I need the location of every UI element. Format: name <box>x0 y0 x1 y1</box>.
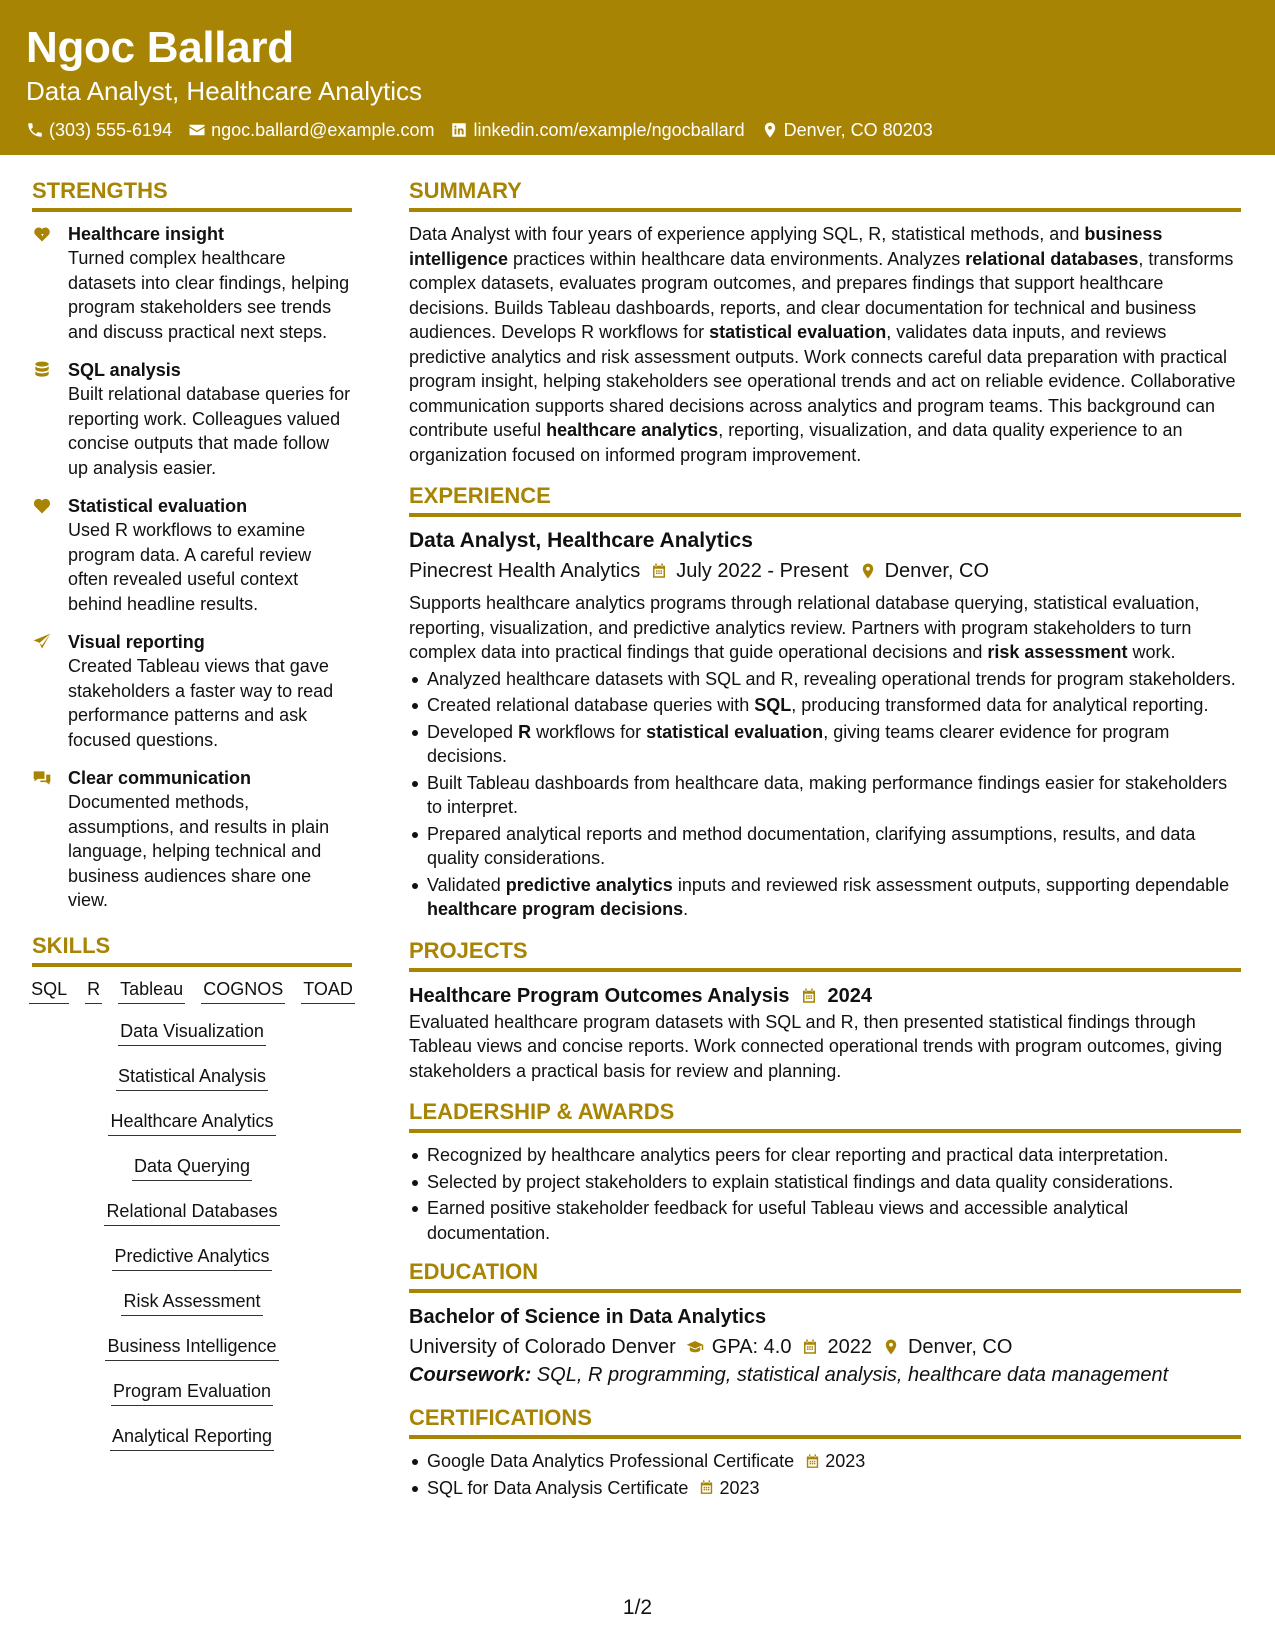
strength-item <box>32 222 352 344</box>
leadership-heading: LEADERSHIP & AWARDS <box>409 1097 1241 1133</box>
map-marker-icon <box>859 562 877 580</box>
strength-desc: Documented methods, assumptions, and results in plain language, helping technical and business audiences share one view. <box>68 792 330 910</box>
certification-name: SQL for Data Analysis Certificate <box>427 1477 689 1498</box>
job-meta <box>409 557 1241 585</box>
certifications-heading: CERTIFICATIONS <box>409 1403 1241 1439</box>
skill-tag: R <box>85 977 102 1004</box>
paper-plane-icon <box>32 632 52 652</box>
project-title <box>409 982 1241 1010</box>
calendar-icon <box>698 1479 715 1496</box>
leadership-item: Earned positive stakeholder feedback for useful Tableau views and accessible analytical documentation. <box>409 1196 1241 1245</box>
skill-tag: Analytical Reporting <box>110 1424 274 1451</box>
contact-linkedin[interactable] <box>450 118 744 142</box>
bold-text: business intelligence <box>409 224 1163 269</box>
skill-tag: Tableau <box>118 977 185 1004</box>
job-bullet <box>409 771 1241 820</box>
map-marker-icon <box>882 1338 900 1356</box>
text-run: Analyzed healthcare datasets with SQL and R, revealing operational trends for program stakeholders. <box>427 668 1236 689</box>
strengths-heading: STRENGTHS <box>32 176 352 212</box>
calendar-icon <box>800 987 818 1005</box>
text-run: Built Tableau dashboards from healthcare data, making performance findings easier for stakeholders to interpret. <box>427 772 1228 817</box>
leadership-list <box>409 1143 1241 1245</box>
education-heading: EDUCATION <box>409 1257 1241 1293</box>
education-meta <box>409 1333 1241 1361</box>
projects-heading: PROJECTS <box>409 936 1241 972</box>
leadership-item: Recognized by healthcare analytics peers for clear reporting and practical data interpretation. <box>409 1143 1241 1168</box>
bold-text: statistical evaluation <box>709 322 887 342</box>
strength-item <box>32 766 352 913</box>
text-run: Developed <box>427 721 519 742</box>
graduation-cap-icon <box>686 1338 704 1356</box>
bold-text: predictive analytics <box>505 874 673 895</box>
graduation-year: 2022 <box>827 1336 872 1358</box>
contact-list <box>26 118 1275 142</box>
bold-text: SQL <box>754 695 792 715</box>
left-column <box>32 176 352 1469</box>
summary-heading: SUMMARY <box>409 176 1241 212</box>
coursework-label: Coursework: <box>409 1364 532 1386</box>
skill-tag: TOAD <box>301 977 355 1004</box>
job-bullets <box>409 667 1241 922</box>
text-run: practices within healthcare data environments. Analyzes <box>508 248 966 269</box>
school-name: University of Colorado Denver <box>409 1336 676 1358</box>
certification-item <box>409 1449 1241 1474</box>
experience-heading: EXPERIENCE <box>409 481 1241 517</box>
map-marker-icon <box>761 121 779 139</box>
email-link[interactable]: ngoc.ballard@example.com <box>211 120 435 140</box>
skill-tag: SQL <box>29 977 69 1004</box>
summary-text <box>409 222 1241 467</box>
bold-text: healthcare analytics <box>546 420 719 440</box>
company-name: Pinecrest Health Analytics <box>409 560 641 582</box>
text-run: . <box>683 899 689 919</box>
page-number: 1/2 <box>622 1596 653 1619</box>
text-run: , producing transformed data for analytical reporting. <box>791 695 1209 715</box>
text-run: Created relational database queries with <box>427 695 755 715</box>
skills-column <box>32 1019 352 1469</box>
linkedin-link[interactable]: linkedin.com/example/ngocballard <box>473 120 745 140</box>
contact-email[interactable] <box>188 118 434 142</box>
strength-item <box>32 358 352 480</box>
skill-tag: Statistical Analysis <box>116 1064 268 1091</box>
candidate-role: Data Analyst, Healthcare Analytics <box>26 76 422 106</box>
skill-tag: Predictive Analytics <box>112 1244 271 1271</box>
skill-tag: Data Visualization <box>118 1019 266 1046</box>
right-column <box>409 176 1241 1502</box>
text-run: Prepared analytical reports and method documentation, clarifying assumptions, results, and data quality considerations. <box>427 823 1196 868</box>
envelope-icon <box>188 121 206 139</box>
job-bullet <box>409 873 1241 922</box>
bold-text: risk assessment <box>987 642 1128 662</box>
calendar-icon <box>650 562 668 580</box>
strength-title: SQL analysis <box>68 360 181 380</box>
job-bullet <box>409 667 1241 692</box>
skill-tag: Program Evaluation <box>111 1379 273 1406</box>
strength-title: Statistical evaluation <box>68 496 248 516</box>
bold-text: relational databases <box>965 248 1139 269</box>
phone-icon <box>26 121 44 139</box>
strength-desc: Turned complex healthcare datasets into clear findings, helping program stakeholders see trends and discuss practical next steps. <box>68 248 350 342</box>
job-intro <box>409 591 1241 665</box>
linkedin-icon <box>450 121 468 139</box>
phone-text: (303) 555-6194 <box>49 120 173 140</box>
skill-tag: Risk Assessment <box>121 1289 262 1316</box>
skill-tag: Business Intelligence <box>105 1334 278 1361</box>
text-run: work. <box>1127 642 1176 662</box>
skill-tag: Relational Databases <box>104 1199 279 1226</box>
project-year: 2024 <box>827 984 873 1007</box>
comments-icon <box>32 768 52 788</box>
text-run: , transforms complex datasets, evaluates program outcomes, and prepares findings that support healthcare decisions. Builds Tableau dashboards, reports, and clear documentation for technical and business audiences. Develops R workflows for <box>409 248 1234 342</box>
gpa: GPA: 4.0 <box>711 1336 792 1358</box>
calendar-icon <box>801 1338 819 1356</box>
degree-name: Bachelor of Science in Data Analytics <box>409 1306 767 1328</box>
text-run: , giving teams clearer evidence for program decisions. <box>427 721 1170 766</box>
certifications-list <box>409 1449 1241 1500</box>
job-bullet <box>409 822 1241 871</box>
strength-desc: Used R workflows to examine program data. A careful review often revealed useful context behind headline results. <box>68 520 312 614</box>
job-location: Denver, CO <box>884 560 990 582</box>
calendar-icon <box>804 1453 821 1470</box>
job-title: Data Analyst, Healthcare Analytics <box>409 529 753 552</box>
text-run: Validated <box>427 874 506 895</box>
skills-list <box>32 977 352 1469</box>
strength-item <box>32 494 352 616</box>
strength-desc: Created Tableau views that gave stakeholders a faster way to read performance patterns and ask focused questions. <box>68 656 334 750</box>
strength-title: Healthcare insight <box>68 224 225 244</box>
bold-text: statistical evaluation <box>646 721 824 742</box>
school-location: Denver, CO <box>907 1336 1013 1358</box>
leadership-item: Selected by project stakeholders to explain statistical findings and data quality considerations. <box>409 1170 1241 1195</box>
heartbeat-icon <box>32 224 52 244</box>
contact-location <box>761 118 933 142</box>
certification-item <box>409 1476 1241 1501</box>
coursework <box>409 1361 1241 1389</box>
skill-tag: Data Querying <box>132 1154 252 1181</box>
skill-tag: Healthcare Analytics <box>108 1109 275 1136</box>
header <box>0 0 1275 155</box>
project-desc: Evaluated healthcare program datasets with SQL and R, then presented statistical findings through Tableau views and concise reports. Work connected operational trends with program outcomes, giving stakeholders a practical basis for review and planning. <box>409 1011 1223 1081</box>
strength-title: Clear communication <box>68 768 252 788</box>
text-run: Supports healthcare analytics programs through relational database querying, statistical evaluation, reporting, visualization, and predictive analytics review. Partners with program stakeholders to turn complex data into practical findings that guide operational decisions and <box>409 593 1200 662</box>
job-bullet <box>409 720 1241 769</box>
skills-row <box>32 977 352 1004</box>
job-dates: July 2022 - Present <box>676 560 849 582</box>
database-icon <box>32 360 52 380</box>
bold-text: healthcare program decisions <box>427 899 684 919</box>
skill-tag: COGNOS <box>201 977 285 1004</box>
certification-year: 2023 <box>825 1451 866 1471</box>
strength-item <box>32 630 352 752</box>
coursework-text: SQL, R programming, statistical analysis, healthcare data management <box>531 1364 1169 1386</box>
text-run: inputs and reviewed risk assessment outputs, supporting dependable <box>672 874 1230 895</box>
text-run: , reporting, visualization, and data quality experience to an organization focused on informed program improvement. <box>409 420 1183 465</box>
location-text: Denver, CO 80203 <box>783 120 933 140</box>
project-name: Healthcare Program Outcomes Analysis <box>409 984 790 1007</box>
candidate-name: Ngoc Ballard <box>26 23 294 72</box>
heart-icon <box>32 496 52 516</box>
certification-name: Google Data Analytics Professional Certificate <box>427 1451 795 1471</box>
strength-desc: Built relational database queries for reporting work. Colleagues valued concise outputs that made follow up analysis easier. <box>68 384 351 478</box>
text-run: , validates data inputs, and reviews predictive analytics and risk assessment outputs. Work connects careful data preparation with practical program insight, helping stakeholders see operational trends and act on reliable evidence. Collaborative communication supports shared decisions across analytics and program teams. This background can contribute useful <box>409 322 1236 440</box>
certification-year: 2023 <box>719 1477 760 1498</box>
contact-phone <box>26 118 172 142</box>
skills-heading: SKILLS <box>32 931 352 967</box>
text-run: workflows for <box>531 721 647 742</box>
strength-title: Visual reporting <box>68 632 205 652</box>
bold-text: R <box>518 721 532 742</box>
text-run: Data Analyst with four years of experience applying SQL, R, statistical methods, and <box>409 224 1085 244</box>
job-bullet <box>409 693 1241 718</box>
